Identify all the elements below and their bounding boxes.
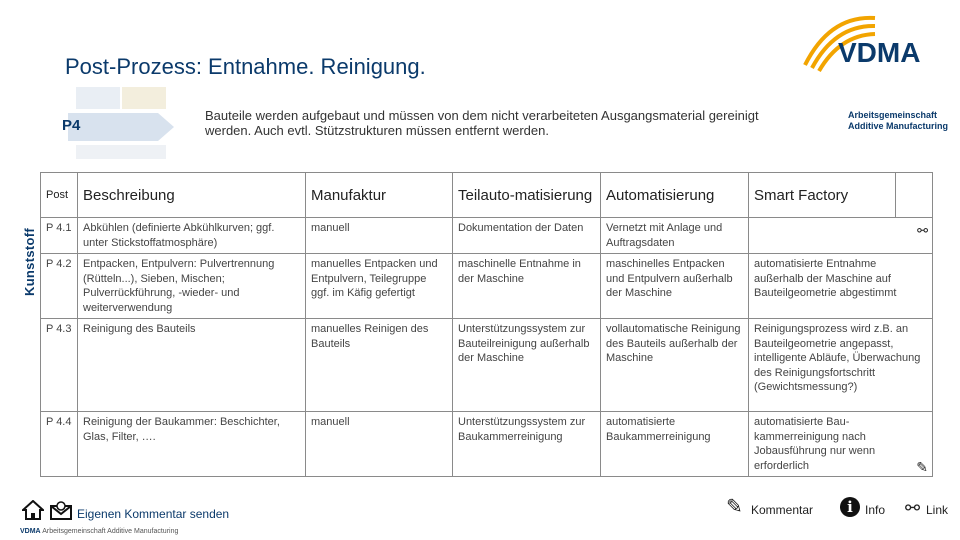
table-row [41,254,933,319]
header-empty [896,173,933,218]
row-manufaktur: manuelles Entpacken und Entpulvern, Teilegruppe ggf. im Käfig gefertigt [306,254,453,319]
header-manufaktur: Manufaktur [306,173,453,218]
row-teilautomatisierung: maschinelle Entnahme in der Maschine [453,254,601,319]
row-teilautomatisierung: Unterstützungssystem zur Baukammerreinigung [453,412,601,477]
row-smart-factory: automatisierte Entnahme außerhalb der Maschine auf Bauteilgeometrie abgestimmt [749,254,933,319]
row-automatisierung: automatisierte Baukammerreinigung [601,412,749,477]
row-id: P 4.1 [41,218,78,254]
header-teilautomatisierung: Teilauto-matisierung [453,173,601,218]
row-smart-factory: Reinigungsprozess wird z.B. an Bauteilgeometrie angepasst, intelligente Abläufe, Überwachung des Reinigungsfortschritt (Gewichtsmessung?) [749,319,933,412]
logo-subtitle-line2: Additive Manufacturing [848,121,949,131]
link-button-label[interactable]: Link [926,503,949,517]
vdma-logo [800,10,960,80]
table-row [41,218,933,254]
row-id: P 4.2 [41,254,78,319]
row-id: P 4.3 [41,319,78,412]
header-automatisierung: Automatisierung [601,173,749,218]
row-automatisierung: vollautomatische Reinigung des Bauteils außerhalb der Maschine [601,319,749,412]
row-automatisierung: Vernetzt mit Anlage und Auftragsdaten [601,218,749,254]
logo-subtitle-line1: Arbeitsgemeinschaft [848,110,938,120]
header-smart-factory: Smart Factory [749,173,896,218]
footer-brand-text: Arbeitsgemeinschaft Additive Manufacturing [42,528,179,535]
send-comment-link[interactable]: Eigenen Kommentar senden [77,507,230,521]
header-post: Post [41,173,78,218]
comment-button-label[interactable]: Kommentar [751,503,814,517]
link-icon[interactable]: ⚯ [917,223,928,238]
row-manufaktur: manuelles Reinigen des Bauteils [306,319,453,412]
row-teilautomatisierung: Unterstützungssystem zur Bauteilreinigung außerhalb der Maschine [453,319,601,412]
table-header-row [41,173,933,218]
chain-link-icon[interactable]: ⚯ [905,498,921,518]
header-beschreibung: Beschreibung [78,173,306,218]
logo-subtitle [848,110,948,132]
row-beschreibung: Abkühlen (definierte Abkühlkurven; ggf. unter Stickstoffatmosphäre) [78,218,306,254]
pen-icon[interactable]: ✎ [916,458,928,475]
intro-text: Bauteile werden aufgebaut und müssen von dem nicht verarbeiteten Ausgangsmaterial gereinigt werden. Auch evtl. Stützstrukturen müssen entfernt werden. [205,108,759,138]
row-manufaktur: manuell [306,412,453,477]
table-row [41,319,933,412]
row-beschreibung: Entpacken, Entpulvern: Pulvertrennung (Rütteln...), Sieben, Mischen; Pulverrückführung, -wieder- und weiterverwendung [78,254,306,319]
p4-label: P4 [62,117,81,134]
pencil-icon[interactable]: ✎ [726,496,743,518]
page-title: Post-Prozess: Entnahme. Reinigung. [65,54,426,79]
info-icon[interactable]: i [840,497,860,517]
row-manufaktur: manuell [306,218,453,254]
row-beschreibung: Reinigung der Baukammer: Beschichter, Glas, Filter, …. [78,412,306,477]
row-id: P 4.4 [41,412,78,477]
info-button-label[interactable]: Info [865,503,886,517]
row-smart-factory-text: automatisierte Bau-kammerreinigung nach Jobausführung nur wenn erforderlich [754,416,876,472]
row-smart-factory [749,412,933,477]
row-smart-factory [749,218,933,254]
table-row [41,412,933,477]
home-icon[interactable] [22,500,44,520]
footer-brand [20,528,178,535]
mail-icon[interactable] [50,500,72,520]
process-table [40,172,933,477]
row-automatisierung: maschinelles Entpacken und Entpulvern außerhalb der Maschine [601,254,749,319]
footer-brand-name: VDMA [20,528,41,535]
row-beschreibung: Reinigung des Bauteils [78,319,306,412]
logo-text: VDMA [838,37,921,68]
category-label: Kunststoff [22,228,37,296]
row-teilautomatisierung: Dokumentation der Daten [453,218,601,254]
